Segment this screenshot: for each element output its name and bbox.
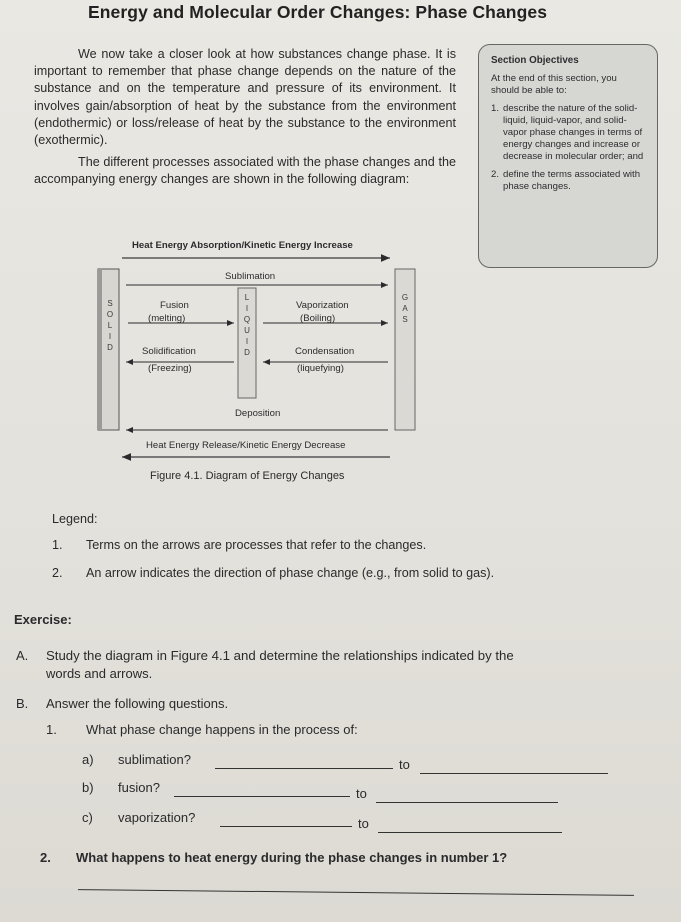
objectives-lead: At the end of this section, you should be able to:	[491, 73, 617, 96]
freezing-label: (Freezing)	[148, 363, 192, 374]
intro-paragraph-2: The different processes associated with the phase changes and the accompanying energy changes are shown in the following diagram:	[34, 155, 456, 187]
column-letter: D	[107, 343, 113, 352]
column-letter: I	[108, 332, 112, 341]
exercise-a-letter: A.	[16, 648, 29, 663]
figure-caption: Figure 4.1. Diagram of Energy Changes	[150, 470, 345, 482]
legend-number: 1.	[52, 538, 63, 552]
exercise-b-text: Answer the following questions.	[46, 696, 229, 711]
column-letter: U	[244, 326, 250, 335]
question-2-number: 2.	[40, 850, 51, 865]
deposition-label: Deposition	[235, 408, 281, 419]
part-b-letter: b)	[82, 780, 94, 795]
part-c-to: to	[358, 816, 369, 831]
solid-column-label	[102, 298, 118, 353]
part-c-term: vaporization?	[118, 810, 196, 825]
answer-blank-a-to[interactable]	[420, 761, 608, 774]
objective-number: 2.	[491, 169, 500, 180]
boiling-label: (Boiling)	[300, 313, 336, 324]
exercise-a-text-cont: words and arrows.	[46, 666, 153, 681]
sublimation-label: Sublimation	[225, 271, 276, 282]
column-letter: S	[402, 315, 408, 324]
legend-text: Terms on the arrows are processes that refer to the changes.	[86, 538, 427, 552]
objective-text: describe the nature of the solid-liquid, liquid-vapor, and solid-vapor phase changes in terms of energy changes and increase or decrease in molecular order; and	[503, 103, 644, 162]
column-letter: I	[245, 337, 249, 346]
intro-paragraph-1: We now take a closer look at how substances change phase. It is important to remember that phase change depends on the nature of the substance and on the temperature and pressure of its environment. It involves gain/absorption of heat by the substance from the environment (endothermic) or loss/release of heat by the substance to the environment (exothermic).	[34, 47, 456, 148]
column-letter: O	[106, 310, 114, 319]
legend-number: 2.	[52, 566, 63, 580]
condensation-label: Condensation	[295, 346, 355, 357]
exercise-a-text: Study the diagram in Figure 4.1 and determine the relationships indicated by the	[46, 648, 514, 663]
objectives-heading: Section Objectives	[491, 55, 579, 66]
objective-item	[491, 169, 647, 193]
energy-release-label: Heat Energy Release/Kinetic Energy Decrease	[146, 440, 346, 451]
phase-change-diagram	[90, 236, 420, 471]
vaporization-label: Vaporization	[296, 300, 349, 311]
answer-blank-b-from[interactable]	[174, 784, 350, 797]
answer-blank-q2[interactable]	[78, 877, 634, 896]
objective-number: 1.	[491, 103, 500, 114]
exercise-heading: Exercise:	[14, 612, 72, 627]
column-letter: A	[402, 304, 408, 313]
part-c-letter: c)	[82, 810, 93, 825]
liquid-column-label	[240, 292, 254, 358]
solidification-label: Solidification	[142, 346, 196, 357]
exercise-b-letter: B.	[16, 696, 29, 711]
column-letter: G	[401, 293, 409, 302]
answer-blank-c-to[interactable]	[378, 820, 562, 833]
question-2-text: What happens to heat energy during the phase changes in number 1?	[76, 850, 508, 865]
section-objectives-box	[478, 44, 658, 268]
part-a-term: sublimation?	[118, 752, 191, 767]
answer-blank-a-from[interactable]	[215, 756, 393, 769]
intro-text	[34, 46, 456, 189]
question-1-text: What phase change happens in the process of:	[86, 722, 358, 737]
legend-item	[52, 566, 495, 580]
column-letter: L	[244, 293, 250, 302]
legend-item	[52, 538, 427, 552]
answer-blank-c-from[interactable]	[220, 814, 352, 827]
liquefying-label: (liquefying)	[297, 363, 344, 374]
part-b-term: fusion?	[118, 780, 160, 795]
answer-blank-b-to[interactable]	[376, 790, 558, 803]
column-letter: I	[245, 304, 249, 313]
melting-label: (melting)	[148, 313, 186, 324]
column-letter: L	[107, 321, 113, 330]
column-letter: Q	[243, 315, 251, 324]
part-a-letter: a)	[82, 752, 94, 767]
part-b-to: to	[356, 786, 367, 801]
column-letter: D	[244, 348, 250, 357]
legend-text: An arrow indicates the direction of phase change (e.g., from solid to gas).	[86, 566, 495, 580]
objective-item	[491, 103, 647, 163]
energy-absorption-label: Heat Energy Absorption/Kinetic Energy Increase	[132, 240, 353, 251]
page-title: Energy and Molecular Order Changes: Phase Changes	[88, 2, 548, 22]
gas-column-label	[397, 292, 413, 325]
fusion-label: Fusion	[160, 300, 189, 311]
question-1-number: 1.	[46, 722, 57, 737]
legend-heading: Legend:	[52, 512, 98, 526]
objective-text: define the terms associated with phase changes.	[503, 169, 641, 192]
column-letter: S	[107, 299, 113, 308]
part-a-to: to	[399, 757, 410, 772]
